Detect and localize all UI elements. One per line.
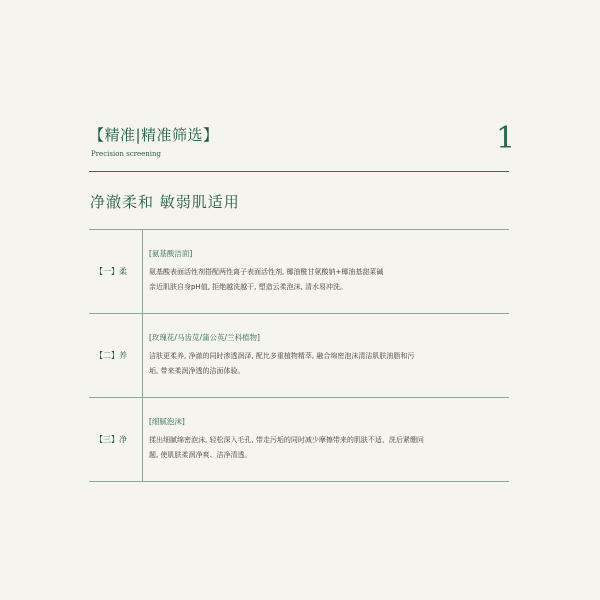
feature-tag: [细腻泡沫] bbox=[149, 417, 185, 426]
feature-body bbox=[149, 416, 499, 463]
feature-tag: [玫瑰花/马齿苋/蒲公英/兰科植物] bbox=[149, 333, 260, 342]
page-number: 1 bbox=[496, 121, 516, 156]
feature-text-line: 氨基酸表面活性剂搭配两性离子表面活性剂, 椰油酰甘氨酸钠+椰油基甜菜碱 bbox=[149, 268, 384, 276]
column-divider bbox=[142, 398, 143, 481]
feature-text-line: 题, 使肌肤柔润净爽、洁净清透。 bbox=[149, 451, 252, 459]
feature-row bbox=[89, 230, 509, 314]
page-subtitle: Precision screening bbox=[91, 150, 162, 158]
feature-tag: [氨基酸洁面] bbox=[149, 249, 193, 258]
feature-text-line: 洁肤更柔养, 净澈的同时渗透润泽, 配比多重植物精萃, 融合绵密泡沫清洁肌肤油脂和污 bbox=[149, 352, 415, 360]
feature-row bbox=[89, 398, 509, 482]
feature-label: 【三】净 bbox=[95, 435, 127, 444]
feature-table bbox=[89, 229, 509, 482]
feature-text-line: 揉出细腻绵密泡沫, 轻松深入毛孔, 带走污垢的同时减少摩擦带来的肌肤不适、洗后紧绷问 bbox=[149, 436, 424, 444]
feature-text-line: 垢, 带来柔润净透的洁面体验。 bbox=[149, 367, 245, 375]
header-divider bbox=[89, 171, 509, 172]
feature-label: 【一】柔 bbox=[95, 267, 127, 276]
page-title: 【精准|精准筛选】 bbox=[89, 126, 219, 144]
feature-row bbox=[89, 314, 509, 398]
column-divider bbox=[142, 230, 143, 313]
section-heading: 净澈柔和 敏弱肌适用 bbox=[90, 193, 240, 211]
column-divider bbox=[142, 314, 143, 397]
feature-body bbox=[149, 248, 499, 295]
feature-label: 【二】养 bbox=[95, 351, 127, 360]
feature-body bbox=[149, 332, 499, 379]
feature-text-line: 亲近肌肤自身pH值, 拒绝越洗越干, 塑造云柔泡沫, 清水易冲洗。 bbox=[149, 283, 348, 291]
